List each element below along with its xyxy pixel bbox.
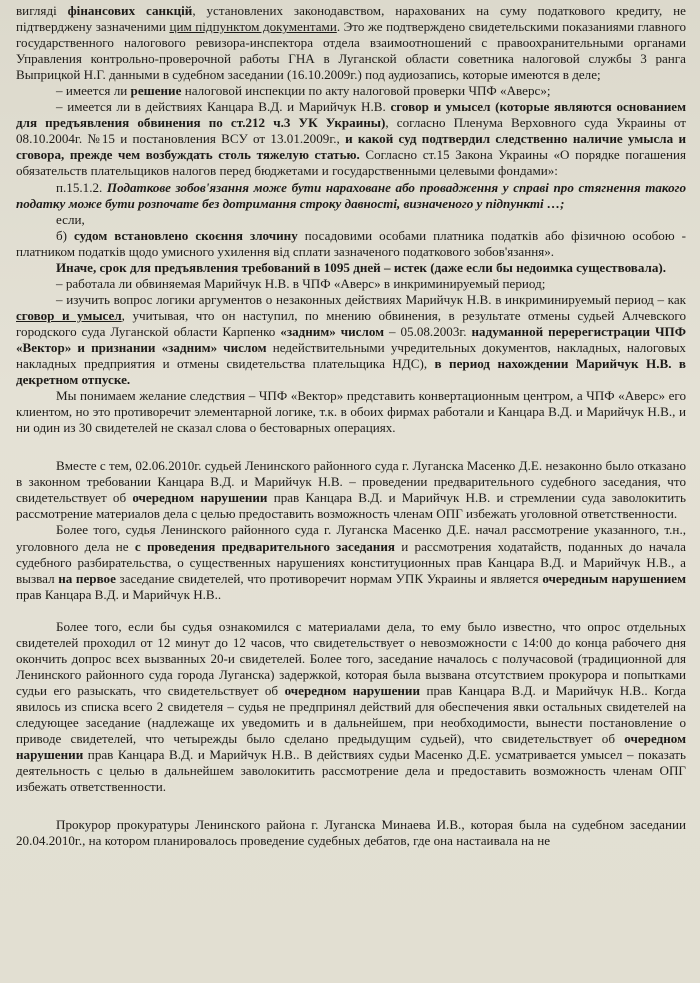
text-run: недействительными учредительных документов, накладных, налоговых накладных предприятия и отмены свидетельства плательщика НДС), (16, 339, 686, 372)
text-run: очередным нарушением (542, 570, 686, 586)
spacer (16, 436, 686, 458)
text-run: – работала ли обвиняемая Марийчук Н.В. в ЧПФ «Аверс» в инкриминируемый период; (56, 275, 546, 291)
text-run: «задним» числом (280, 323, 385, 339)
text-run: прав Канцара В.Д. и Марийчук Н.В.. Когда явилось из списка всего 2 свидетеля – судья не предпринял действий для обеспечения явки остальных свидетелей на следующее заседание (надлежаще их уведомить и в дальнейшем, при необходимости, вынести постановление о приводе свидетелей, что четырежды было сделано предыдущим судьей), что свидетельствует об (16, 682, 686, 747)
paragraph (16, 458, 686, 522)
text-run: , учитывая, что он наступил, по мнению обвинения, в результате отмены судьей Алчевского городского суда Луганской области Карпенко (16, 307, 686, 339)
text-run: с проведения предварительного заседания (134, 538, 395, 554)
text-run: – имеется ли в действиях Канцара В.Д. и Марийчук Н.В. (56, 99, 391, 115)
paragraph (16, 228, 686, 260)
text-run: Более того, судья Ленинского районного суда г. Луганска Масенко Д.Е. начал рассмотрение указанного, т.н., уголовного дела не (16, 522, 686, 554)
text-run: очередном нарушении (132, 490, 268, 506)
text-run: Вместе с тем, 02.06.2010г. судьей Ленинского районного суда г. Луганска Масенко Д.Е. незаконно было отказано в законном требовании Канцара В.Д. и Марийчук Н.В. – проведении предварительного судебного заседания, что свидетельствует об (16, 458, 686, 506)
paragraph (16, 180, 686, 212)
text-run: и рассмотрения ходатайств, поданных до начала судебного разбирательства, о существенных нарушениях конституционных прав Канцара В.Д. и Марийчук Н.В., а вызвал (16, 538, 686, 586)
text-run: посадовими особами платника податків або фізичною особою - платником податків щодо умисного ухилення від сплати зазначеного податкового зобов'язання». (16, 227, 687, 259)
text-run: , согласно Пленума Верховного суда Украины от 08.10.2004г. №15 и постановления ВСУ от 13.01.2009г., (16, 115, 686, 147)
text-run: очередном нарушении (16, 731, 686, 763)
text-run: Более того, если бы судья ознакомился с материалами дела, то ему было известно, что опрос отдельных свидетелей проходил от 12 минут до 12 часов, что свидетельствует о невозможности с 14:00 до конца рабочего дня окончить допрос всех вызванных 20-и свидетелей. Более того, заседание началось с получасовой (традиционной для Ленинского районного суда города Луганска) задержкой, которая была вызвана отсутствием прокурора и попытками судьи его разыскать, что свидетельствует об (16, 618, 686, 698)
text-run: Прокурор прокуратуры Ленинского района г. Луганска Минаева И.В., которая была на судебном заседании 20.04.2010г., на котором планировалось проведение судебных дебатов, где она настаивала на не (16, 817, 686, 849)
paragraph (16, 212, 686, 228)
text-run: прав Канцара В.Д. и Марийчук Н.В.. В действиях судьи Масенко Д.Е. усматривается умысел – показать деятельность с целью в дальнейшем заволокитить рассмотрение дела и предоставить возможность членам ОПГ избежать ответственности. (16, 747, 686, 795)
spacer (16, 795, 686, 817)
paragraph (16, 99, 686, 179)
text-run: прав Канцара В.Д. и Марийчук Н.В.. (16, 586, 222, 602)
paragraph (16, 619, 686, 796)
text-run: п.15.1.2. (56, 179, 107, 195)
text-run: судом встановлено скоєння злочину (74, 227, 298, 243)
text-run: надуманной перерегистрации ЧПФ «Вектор» и признании «задним» числом (16, 323, 686, 355)
text-run: , установлених законодавством, нарахованих на суму податкового кредиту, не підтверджену зазначеними (16, 3, 686, 35)
text-run: в период нахождении Марийчук Н.В. в декретном отпуске. (16, 356, 686, 388)
paragraph (16, 522, 686, 602)
text-run: вигляді (16, 3, 68, 18)
paragraph (16, 388, 686, 436)
text-run: Мы понимаем желание следствия – ЧПФ «Вектор» представить конвертационным центром, а ЧПФ «Аверс» его клиентом, но это противоречит элементарной логике, т.к. в обоих фирмах работали и Канцара В.Д. и Марийчук Н.В., и ни один из 30 свидетелей не сказал слова о бестоварных операциях. (16, 388, 686, 436)
paragraph (16, 83, 686, 99)
text-run: Иначе, срок для предъявления требований в 1095 дней – истек (даже если бы недоимка существовала). (56, 259, 667, 275)
paragraph (16, 3, 686, 83)
paragraph (16, 817, 686, 849)
text-run: на первое (58, 570, 116, 586)
text-run: если, (56, 211, 85, 227)
text-run: Податкове зобов'язання може бути нараховане або провадження у справі про стягнення такого податку може бути розпочате без дотримання строку давності, визначеного у підпункті …; (16, 179, 687, 211)
text-run: б) (56, 227, 75, 243)
text-run: сговор и умысел (которые являются основанием для предъявления обвинения по ст.212 ч.3 УК Украины) (16, 99, 686, 131)
text-run: заседание свидетелей, что противоречит нормам УПК Украины и является (115, 570, 543, 586)
text-run: фінансових санкцій (67, 3, 193, 18)
text-run: прав Канцара В.Д. и Марийчук Н.В. и стремлении суда заволокитить рассмотрение материалов дела с целью предоставить возможность членам ОПГ избежать уголовной ответственности. (16, 490, 686, 522)
text-run: и какой суд подтвердил следственно наличие умысла и сговора, прежде чем возбуждать столь тяжелую статью. (16, 131, 687, 163)
text-run: сговор и умысел (16, 307, 122, 323)
text-run: – изучить вопрос логики аргументов о незаконных действиях Марийчук Н.В. в инкриминируемый период – как (56, 291, 686, 307)
text-run: решение (130, 83, 182, 99)
text-run: цим підпунктом документами (169, 19, 337, 35)
text-run: . Это же подтверждено свидетельскими показаниями главного государственного налогового ревизора-инспектора отдела взаимоотношений с правоохранительными органами Управления контрольно-проверочной работы ГНА в Луганской области советника налоговой службы 3 ранга Выприцкой Н.Г. данными в судебном заседании (16.10.2009г.) под аудиозапись, которые имеются в деле; (16, 19, 686, 83)
paragraph (16, 276, 686, 292)
text-run: Согласно ст.15 Закона Украины «О порядке погашения обязательств плательщиков налогов перед бюджетами и государственными целевыми фондами»: (16, 147, 686, 179)
spacer (16, 603, 686, 619)
paragraph (16, 260, 686, 276)
text-run: – имеется ли (56, 83, 131, 99)
text-run: налоговой инспекции по акту налоговой проверки ЧПФ «Аверс»; (181, 83, 551, 99)
text-run: очередном нарушении (284, 682, 421, 698)
text-run: – 05.08.2003г. (384, 323, 472, 339)
paragraph (16, 292, 686, 388)
